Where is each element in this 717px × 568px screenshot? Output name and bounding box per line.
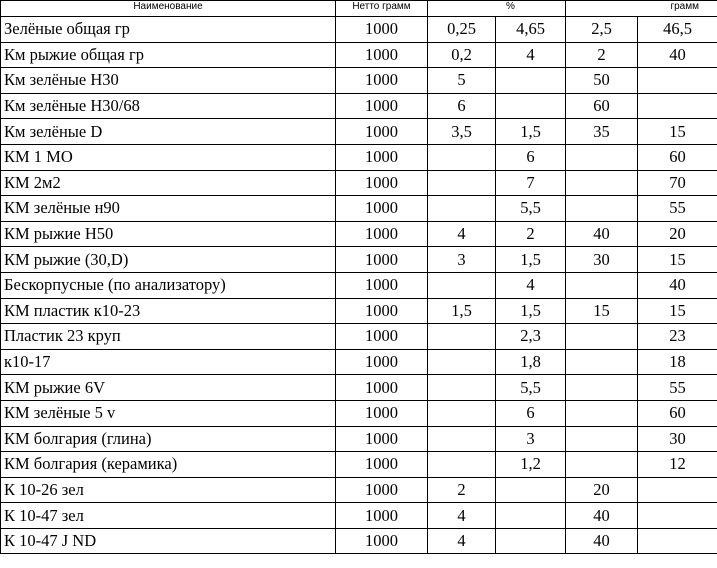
- name-cell: КМ рыжие 6V: [1, 375, 336, 401]
- gram-2-cell: 12: [638, 452, 717, 478]
- gram-2-cell: 15: [638, 119, 717, 145]
- percent-2-cell: 6: [496, 400, 566, 426]
- table-row: [1, 349, 717, 375]
- netto-cell: 1000: [336, 375, 428, 401]
- percent-2-cell: 1,8: [496, 349, 566, 375]
- gram-2-cell: [638, 528, 717, 554]
- gram-1-cell: [566, 324, 638, 350]
- name-cell: Бескорпусные (по анализатору): [1, 272, 336, 298]
- table-row: [1, 477, 717, 503]
- netto-cell: 1000: [336, 221, 428, 247]
- netto-cell: 1000: [336, 247, 428, 273]
- gram-1-cell: 40: [566, 221, 638, 247]
- gram-1-cell: 40: [566, 528, 638, 554]
- gram-2-cell: 23: [638, 324, 717, 350]
- percent-2-cell: 1,5: [496, 119, 566, 145]
- name-cell: Км рыжие общая гр: [1, 42, 336, 68]
- gram-1-cell: 20: [566, 477, 638, 503]
- percent-1-cell: 6: [428, 93, 496, 119]
- gram-2-cell: 40: [638, 272, 717, 298]
- gram-1-cell: 2: [566, 42, 638, 68]
- percent-1-cell: [428, 375, 496, 401]
- netto-cell: 1000: [336, 452, 428, 478]
- table-row: [1, 426, 717, 452]
- table-row: [1, 68, 717, 94]
- netto-cell: 1000: [336, 119, 428, 145]
- header-percent: %: [428, 1, 566, 17]
- netto-cell: 1000: [336, 503, 428, 529]
- netto-cell: 1000: [336, 272, 428, 298]
- name-cell: КМ рыжие (30,D): [1, 247, 336, 273]
- table-row: [1, 17, 717, 43]
- gram-1-cell: [566, 272, 638, 298]
- netto-cell: 1000: [336, 17, 428, 43]
- gram-1-cell: 15: [566, 298, 638, 324]
- gram-2-cell: 15: [638, 247, 717, 273]
- table-row: [1, 400, 717, 426]
- name-cell: Км зелёные Н30: [1, 68, 336, 94]
- netto-cell: 1000: [336, 426, 428, 452]
- table-row: [1, 324, 717, 350]
- percent-2-cell: 5,5: [496, 375, 566, 401]
- table-row: [1, 452, 717, 478]
- percent-2-cell: 6: [496, 144, 566, 170]
- table-row: [1, 93, 717, 119]
- gram-1-cell: [566, 349, 638, 375]
- name-cell: к10-17: [1, 349, 336, 375]
- gram-2-cell: 40: [638, 42, 717, 68]
- gram-2-cell: 70: [638, 170, 717, 196]
- table-header-row: [1, 1, 717, 17]
- percent-1-cell: [428, 170, 496, 196]
- gram-2-cell: [638, 93, 717, 119]
- table-row: [1, 375, 717, 401]
- percent-1-cell: 4: [428, 503, 496, 529]
- percent-2-cell: 4: [496, 272, 566, 298]
- percent-1-cell: [428, 324, 496, 350]
- gram-1-cell: [566, 375, 638, 401]
- gram-2-cell: 46,5: [638, 17, 717, 43]
- percent-2-cell: 2,3: [496, 324, 566, 350]
- percent-2-cell: 2: [496, 221, 566, 247]
- percent-2-cell: 1,2: [496, 452, 566, 478]
- percent-2-cell: 1,5: [496, 247, 566, 273]
- table-row: [1, 272, 717, 298]
- gram-1-cell: 50: [566, 68, 638, 94]
- percent-1-cell: [428, 400, 496, 426]
- netto-cell: 1000: [336, 196, 428, 222]
- table-row: [1, 119, 717, 145]
- percent-2-cell: 4,65: [496, 17, 566, 43]
- table-row: [1, 196, 717, 222]
- percent-1-cell: [428, 144, 496, 170]
- gram-2-cell: 55: [638, 375, 717, 401]
- percent-1-cell: [428, 349, 496, 375]
- header-name: Наименование: [1, 1, 336, 17]
- netto-cell: 1000: [336, 349, 428, 375]
- percent-1-cell: [428, 452, 496, 478]
- percent-1-cell: 4: [428, 221, 496, 247]
- name-cell: Пластик 23 круп: [1, 324, 336, 350]
- name-cell: КМ болгария (глина): [1, 426, 336, 452]
- header-gram: грамм: [566, 1, 717, 17]
- gram-1-cell: [566, 452, 638, 478]
- name-cell: Км зелёные D: [1, 119, 336, 145]
- percent-1-cell: 2: [428, 477, 496, 503]
- table-row: [1, 144, 717, 170]
- gram-2-cell: 20: [638, 221, 717, 247]
- percent-2-cell: [496, 477, 566, 503]
- netto-cell: 1000: [336, 477, 428, 503]
- gram-2-cell: 60: [638, 400, 717, 426]
- percent-2-cell: [496, 503, 566, 529]
- netto-cell: 1000: [336, 528, 428, 554]
- percent-2-cell: [496, 93, 566, 119]
- percent-2-cell: 4: [496, 42, 566, 68]
- gram-1-cell: [566, 426, 638, 452]
- table-row: [1, 503, 717, 529]
- netto-cell: 1000: [336, 42, 428, 68]
- table-row: [1, 298, 717, 324]
- gram-1-cell: [566, 400, 638, 426]
- percent-1-cell: 4: [428, 528, 496, 554]
- header-netto: Нетто грамм: [336, 1, 428, 17]
- table-row: [1, 170, 717, 196]
- gram-1-cell: 30: [566, 247, 638, 273]
- name-cell: КМ 1 МО: [1, 144, 336, 170]
- table-row: [1, 247, 717, 273]
- netto-cell: 1000: [336, 170, 428, 196]
- percent-2-cell: 3: [496, 426, 566, 452]
- gram-2-cell: 60: [638, 144, 717, 170]
- gram-2-cell: [638, 68, 717, 94]
- name-cell: К 10-47 J ND: [1, 528, 336, 554]
- name-cell: КМ пластик к10-23: [1, 298, 336, 324]
- gram-1-cell: 60: [566, 93, 638, 119]
- netto-cell: 1000: [336, 93, 428, 119]
- table-row: [1, 42, 717, 68]
- percent-2-cell: 1,5: [496, 298, 566, 324]
- netto-cell: 1000: [336, 324, 428, 350]
- netto-cell: 1000: [336, 298, 428, 324]
- gram-1-cell: 2,5: [566, 17, 638, 43]
- percent-1-cell: [428, 272, 496, 298]
- netto-cell: 1000: [336, 144, 428, 170]
- percent-1-cell: 3,5: [428, 119, 496, 145]
- percent-1-cell: 0,2: [428, 42, 496, 68]
- gram-2-cell: 18: [638, 349, 717, 375]
- name-cell: Км зелёные Н30/68: [1, 93, 336, 119]
- name-cell: КМ рыжие Н50: [1, 221, 336, 247]
- percent-1-cell: 1,5: [428, 298, 496, 324]
- gram-1-cell: [566, 144, 638, 170]
- percent-2-cell: 7: [496, 170, 566, 196]
- gram-1-cell: [566, 170, 638, 196]
- percent-1-cell: 3: [428, 247, 496, 273]
- name-cell: К 10-26 зел: [1, 477, 336, 503]
- percent-1-cell: 0,25: [428, 17, 496, 43]
- percent-2-cell: [496, 68, 566, 94]
- gram-2-cell: 15: [638, 298, 717, 324]
- table-row: [1, 528, 717, 554]
- name-cell: Зелёные общая гр: [1, 17, 336, 43]
- gram-1-cell: 35: [566, 119, 638, 145]
- netto-cell: 1000: [336, 68, 428, 94]
- name-cell: КМ 2м2: [1, 170, 336, 196]
- name-cell: КМ болгария (керамика): [1, 452, 336, 478]
- percent-1-cell: [428, 426, 496, 452]
- percent-2-cell: [496, 528, 566, 554]
- name-cell: КМ зелёные 5 v: [1, 400, 336, 426]
- gram-1-cell: [566, 196, 638, 222]
- name-cell: КМ зелёные н90: [1, 196, 336, 222]
- name-cell: К 10-47 зел: [1, 503, 336, 529]
- gram-2-cell: [638, 477, 717, 503]
- table-body: [1, 17, 717, 554]
- percent-1-cell: 5: [428, 68, 496, 94]
- gram-2-cell: 55: [638, 196, 717, 222]
- netto-cell: 1000: [336, 400, 428, 426]
- gram-1-cell: 40: [566, 503, 638, 529]
- percent-2-cell: 5,5: [496, 196, 566, 222]
- gram-2-cell: [638, 503, 717, 529]
- gram-2-cell: 30: [638, 426, 717, 452]
- percent-1-cell: [428, 196, 496, 222]
- table-row: [1, 221, 717, 247]
